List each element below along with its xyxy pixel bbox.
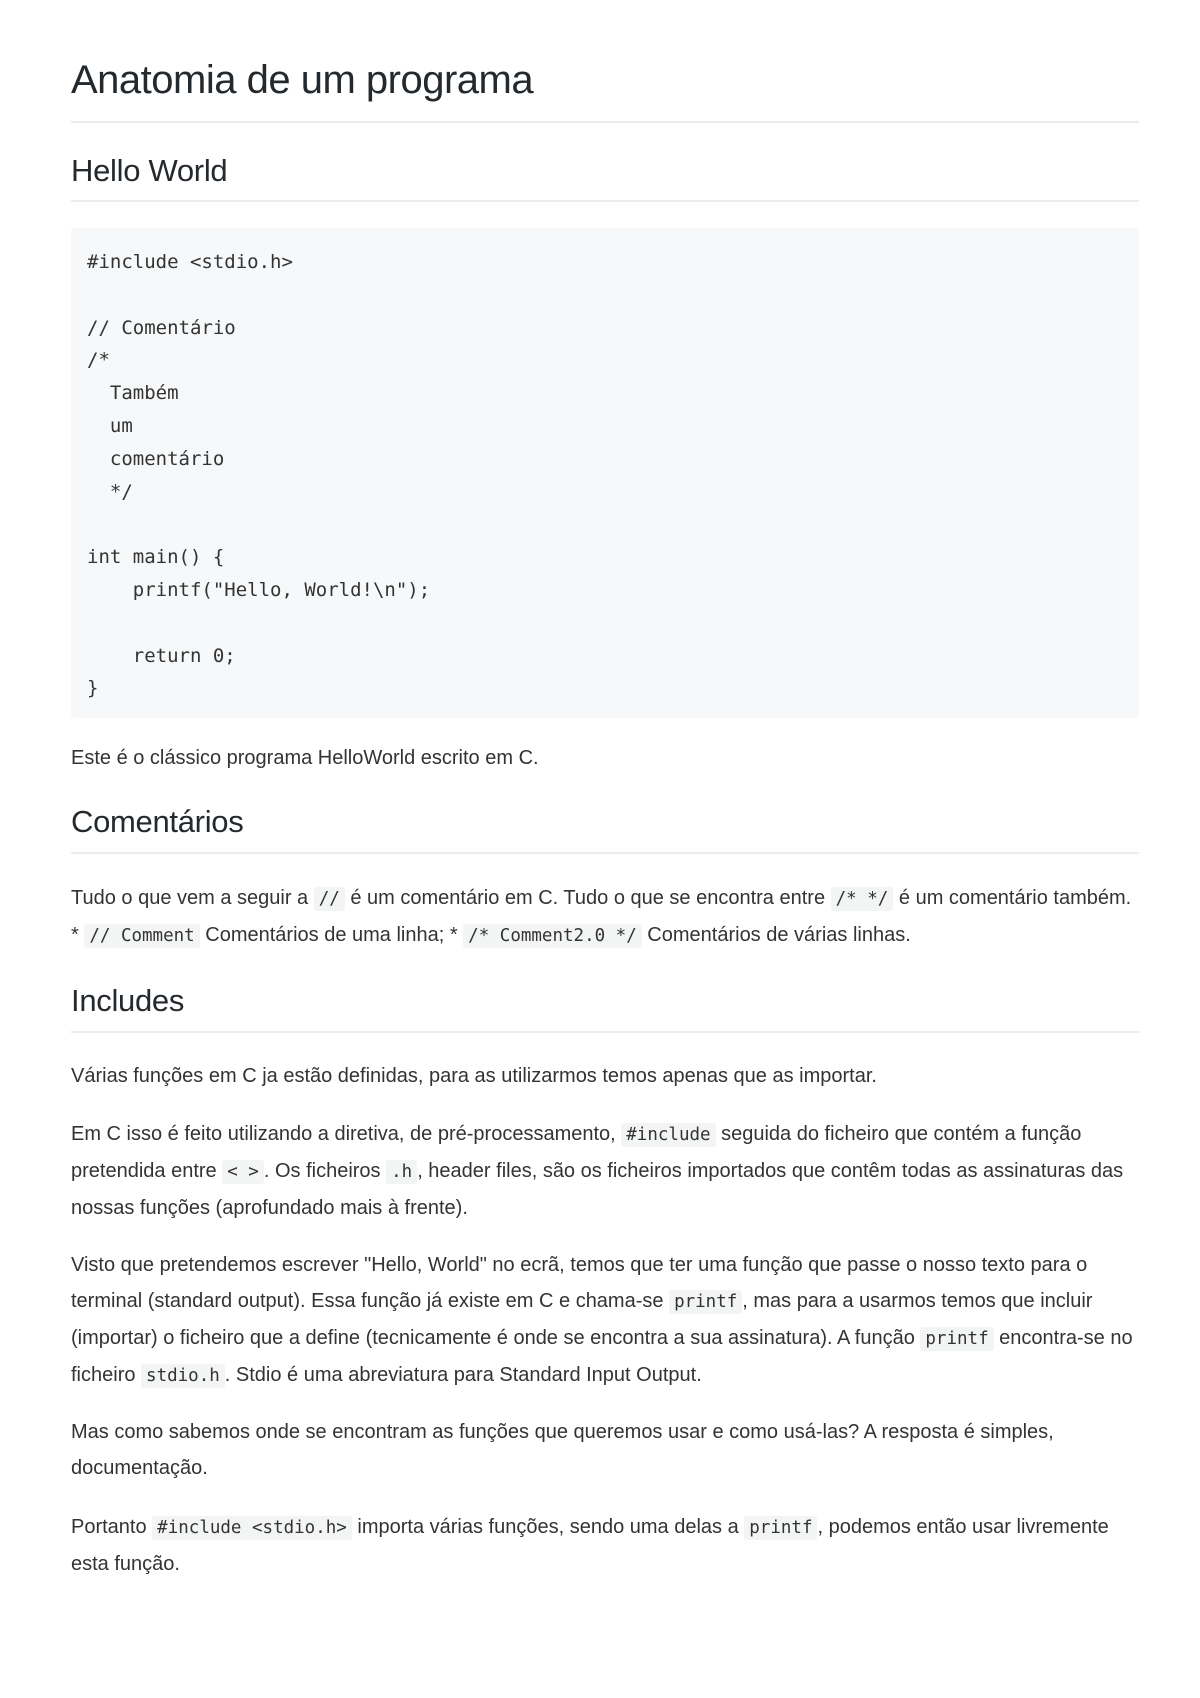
includes-paragraph-2	[71, 1116, 1139, 1226]
text-run: Comentários de várias linhas.	[641, 924, 911, 946]
text-run: , mas para a usarmos temos que incluir (importar) o ficheiro que a define (tecnicamente é onde se encontra a sua assinatura). A função	[71, 1290, 1093, 1349]
comments-paragraph	[71, 880, 1139, 954]
text-run: , podemos então usar livremente esta função.	[71, 1516, 1109, 1575]
inline-code: .h	[386, 1160, 417, 1184]
inline-code: printf	[744, 1516, 817, 1540]
text-run: Portanto	[71, 1516, 153, 1538]
text-run: , header files, são os ficheiros importados que contêm todas as assinaturas das nossas funções (aprofundado mais à frente).	[71, 1160, 1124, 1219]
inline-code: < >	[222, 1160, 264, 1184]
inline-code: stdio.h	[141, 1364, 225, 1388]
title-divider	[71, 121, 1139, 123]
hello-caption: Este é o clássico programa HelloWorld escrito em C.	[71, 747, 539, 769]
includes-paragraph-4: Mas como sabemos onde se encontram as funções que queremos usar e como usá-las? A resposta é simples, documentação.	[71, 1421, 1054, 1479]
page-title: Anatomia de um programa	[71, 58, 534, 102]
code-block	[71, 228, 1139, 718]
includes-paragraph-3	[71, 1247, 1139, 1394]
inline-code: #include <stdio.h>	[152, 1516, 352, 1540]
includes-paragraph-5	[71, 1509, 1139, 1582]
text-run: . Stdio é uma abreviatura para Standard Input Output.	[224, 1364, 702, 1386]
text-run: Comentários de uma linha; *	[199, 924, 464, 946]
heading-divider	[71, 200, 1139, 202]
text-run: . Os ficheiros	[263, 1160, 387, 1182]
text-run: Tudo o que vem a seguir a	[71, 887, 314, 909]
text-run: seguida do ficheiro que contém a função pretendida entre	[71, 1123, 1082, 1182]
heading-hello-world: Hello World	[71, 153, 228, 188]
text-run: é um comentário também. *	[71, 887, 1132, 946]
inline-code: printf	[920, 1327, 993, 1351]
inline-code: /* Comment2.0 */	[463, 924, 642, 948]
inline-code: printf	[669, 1290, 742, 1314]
inline-code: /* */	[831, 887, 894, 911]
heading-includes: Includes	[71, 983, 185, 1018]
includes-paragraph-1: Várias funções em C ja estão definidas, para as utilizarmos temos apenas que as importar.	[71, 1065, 877, 1087]
text-run: Visto que pretendemos escrever "Hello, World" no ecrã, temos que ter uma função que passe o nosso texto para o terminal (standard output). Essa função já existe em C e chama-se	[71, 1254, 1088, 1312]
inline-code: // Comment	[84, 924, 199, 948]
heading-comentarios: Comentários	[71, 804, 244, 839]
heading-divider	[71, 852, 1139, 854]
text-run: encontra-se no ficheiro	[71, 1327, 1133, 1386]
text-run: importa várias funções, sendo uma delas a	[351, 1516, 745, 1538]
inline-code: #include	[621, 1123, 715, 1147]
text-run: Em C isso é feito utilizando a diretiva, de pré-processamento,	[71, 1123, 622, 1145]
heading-divider	[71, 1031, 1139, 1033]
code-text: #include <stdio.h> // Comentário /* Também um comentário */ int main() { printf("Hello, World!\n"); return 0; }	[87, 251, 431, 700]
inline-code: //	[314, 887, 345, 911]
text-run: é um comentário em C. Tudo o que se encontra entre	[344, 887, 831, 909]
